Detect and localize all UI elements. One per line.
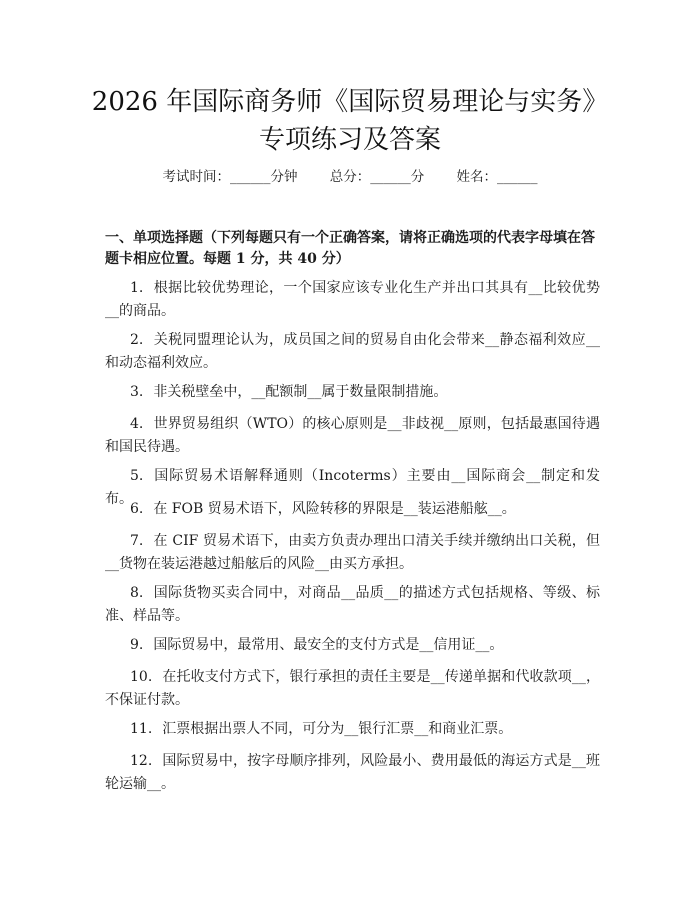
student-name-field: 姓名：______ [456, 169, 538, 185]
question-text: 国际货物买卖合同中，对商品__品质__的描述方式包括规格、等级、标准、样品等。 [105, 585, 600, 624]
question-item [105, 718, 600, 741]
question-item [105, 329, 600, 375]
section-heading: 一、单项选择题（下列每题只有一个正确答案，请将正确选项的代表字母填在答题卡相应位置。每题 1 分，共 40 分） [105, 230, 595, 267]
question-item [105, 666, 600, 712]
question-text: 关税同盟理论认为，成员国之间的贸易自由化会带来__静态福利效应__和动态福利效应。 [105, 332, 600, 371]
question-text: 国际贸易中，按字母顺序排列，风险最小、费用最低的海运方式是__班轮运输__。 [105, 753, 600, 792]
question-text: 非关税壁垒中，__配额制__属于数量限制措施。 [153, 384, 448, 400]
question-item [105, 277, 600, 323]
question-item [105, 381, 600, 404]
question-item [105, 530, 600, 576]
question-number: 6. [130, 501, 144, 517]
question-number: 5. [130, 468, 144, 484]
question-item [105, 634, 600, 657]
question-number: 10. [130, 669, 153, 685]
question-text: 在托收支付方式下，银行承担的责任主要是__传递单据和代收款项__，不保证付款。 [105, 669, 600, 708]
question-text: 国际贸易术语解释通则（Incoterms）主要由__国际商会__制定和发布。 [105, 468, 600, 507]
question-text: 世界贸易组织（WTO）的核心原则是__非歧视__原则，包括最惠国待遇和国民待遇。 [105, 416, 600, 455]
question-number: 4. [130, 416, 144, 432]
question-item [105, 498, 600, 521]
exam-info [0, 166, 700, 188]
question-item [105, 582, 600, 628]
document-title-line1: 2026 年国际商务师《国际贸易理论与实务》 [91, 87, 609, 117]
question-item [105, 750, 600, 796]
question-number: 8. [130, 585, 144, 601]
question-item [105, 413, 600, 459]
question-number: 11. [130, 721, 153, 737]
question-number: 7. [130, 533, 144, 549]
document-title-line2: 专项练习及答案 [258, 125, 441, 155]
question-text: 国际贸易中，最常用、最安全的支付方式是__信用证__。 [153, 637, 504, 653]
question-number: 1. [130, 280, 144, 296]
total-score-field: 总分：______分 [329, 169, 425, 185]
question-number: 9. [130, 637, 144, 653]
exam-time-field: 考试时间：______分钟 [162, 169, 298, 185]
question-number: 2. [130, 332, 144, 348]
question-number: 12. [130, 753, 153, 769]
question-text: 根据比较优势理论，一个国家应该专业化生产并出口其具有__比较优势__的商品。 [105, 280, 600, 319]
question-text: 在 CIF 贸易术语下，由卖方负责办理出口清关手续并缴纳出口关税，但__货物在装运港越过船舷后的风险__由买方承担。 [105, 533, 600, 572]
question-number: 3. [130, 384, 144, 400]
question-text: 在 FOB 贸易术语下，风险转移的界限是__装运港船舷__。 [153, 501, 516, 517]
question-text: 汇票根据出票人不同，可分为__银行汇票__和商业汇票。 [162, 721, 513, 737]
